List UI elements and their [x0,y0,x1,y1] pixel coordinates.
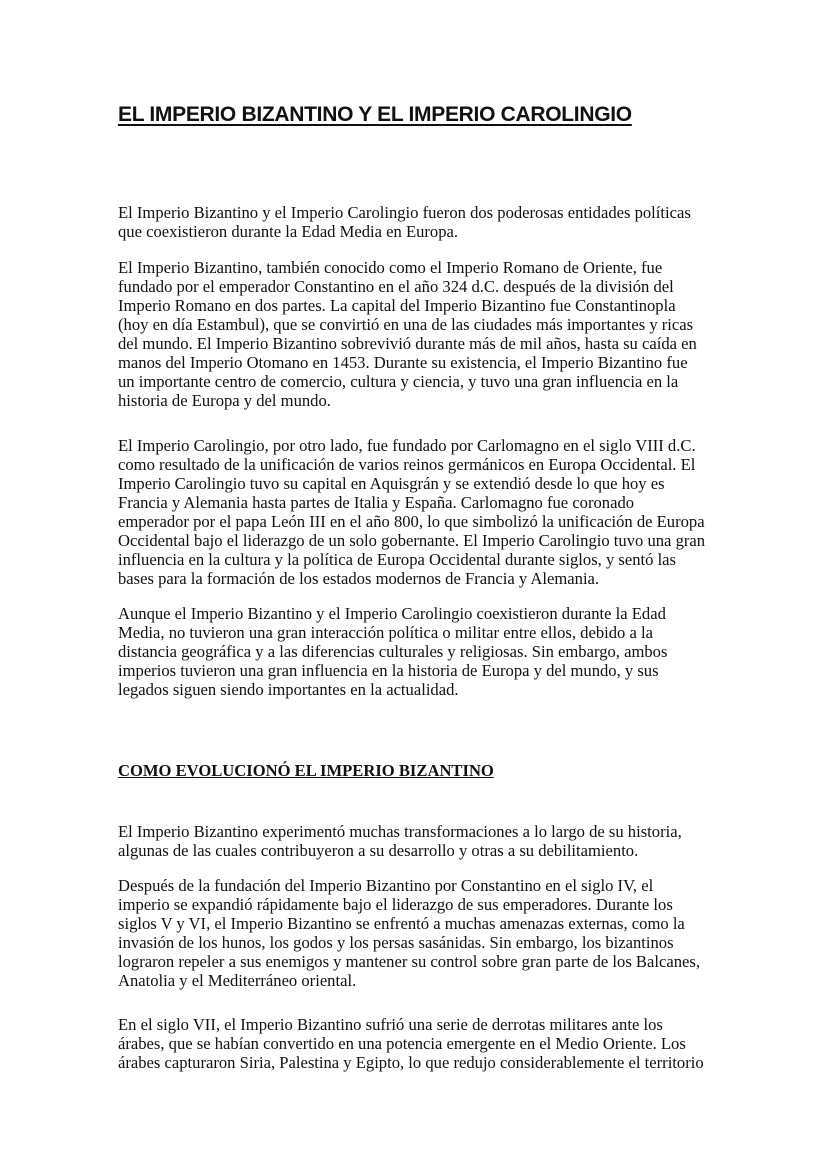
text-line: historia de Europa y del mundo. [118,391,331,410]
text-line: (hoy en día Estambul), que se convirtió en una de las ciudades más importantes y ricas [118,315,694,334]
text-line: Después de la fundación del Imperio Bizantino por Constantino en el siglo IV, el [118,876,654,895]
text-line: distancia geográfica y a las diferencias culturales y religiosas. Sin embargo, ambos [118,642,668,661]
text-line: imperios tuvieron una gran influencia en la historia de Europa y del mundo, y sus [118,661,659,680]
paragraph-comparison [118,604,667,699]
text-line: El Imperio Carolingio, por otro lado, fue fundado por Carlomagno en el siglo VIII d.C. [118,436,696,455]
paragraph-byzantine [118,258,697,410]
text-line: legados siguen siendo importantes en la actualidad. [118,680,459,699]
text-line: que coexistieron durante la Edad Media en Europa. [118,222,459,241]
text-line: fundado por el emperador Constantino en el año 324 d.C. después de la división del [118,277,674,296]
text-line: como resultado de la unificación de varios reinos germánicos en Europa Occidental. El [118,455,696,474]
paragraph-evolution-intro [118,822,682,860]
text-line: imperio se expandió rápidamente bajo el liderazgo de sus emperadores. Durante los [118,895,673,914]
text-line: En el siglo VII, el Imperio Bizantino sufrió una serie de derrotas militares ante los [118,1015,663,1034]
text-line: Occidental bajo el liderazgo de un solo gobernante. El Imperio Carolingio tuvo una gran [118,531,706,550]
text-line: Aunque el Imperio Bizantino y el Imperio Carolingio coexistieron durante la Edad [118,604,666,623]
text-line: lograron repeler a sus enemigos y mantener su control sobre gran parte de los Balcanes, [118,952,700,971]
paragraph-intro [118,203,691,241]
text-line: Imperio Romano en dos partes. La capital del Imperio Bizantino fue Constantinopla [118,296,676,315]
text-line: algunas de las cuales contribuyeron a su desarrollo y otras a su debilitamiento. [118,841,639,860]
text-line: del mundo. El Imperio Bizantino sobrevivió durante más de mil años, hasta su caída en [118,334,697,353]
text-line: Anatolia y el Mediterráneo oriental. [118,971,357,990]
text-line: manos del Imperio Otomano en 1453. Durante su existencia, el Imperio Bizantino fue [118,353,688,372]
text-line: siglos V y VI, el Imperio Bizantino se enfrentó a muchas amenazas externas, como la [118,914,685,933]
paragraph-expansion [118,876,700,990]
text-line: árabes capturaron Siria, Palestina y Egipto, lo que redujo considerablemente el territorio [118,1053,704,1072]
text-line: Francia y Alemania hasta partes de Italia y España. Carlomagno fue coronado [118,493,635,512]
text-line: El Imperio Bizantino, también conocido como el Imperio Romano de Oriente, fue [118,258,663,277]
text-line: influencia en la cultura y la política de Europa Occidental durante siglos, y sentó las [118,550,677,569]
document-title: EL IMPERIO BIZANTINO Y EL IMPERIO CAROLINGIO [118,103,632,126]
text-line: bases para la formación de los estados modernos de Francia y Alemania. [118,569,600,588]
text-line: El Imperio Bizantino experimentó muchas transformaciones a lo largo de su historia, [118,822,682,841]
text-line: un importante centro de comercio, cultura y ciencia, y tuvo una gran influencia en la [118,372,679,391]
text-line: Imperio Carolingio tuvo su capital en Aquisgrán y se extendió desde lo que hoy es [118,474,665,493]
text-line: Media, no tuvieron una gran interacción política o militar entre ellos, debido a la [118,623,653,642]
text-line: emperador por el papa León III en el año 800, lo que simbolizó la unificación de Europa [118,512,705,531]
text-line: invasión de los hunos, los godos y los persas sasánidas. Sin embargo, los bizantinos [118,933,674,952]
text-line: El Imperio Bizantino y el Imperio Carolingio fueron dos poderosas entidades políticas [118,203,691,222]
text-line: árabes, que se habían convertido en una potencia emergente en el Medio Oriente. Los [118,1034,686,1053]
paragraph-carolingian [118,436,705,588]
paragraph-arab-defeats [118,1015,704,1072]
section-heading: COMO EVOLUCIONÓ EL IMPERIO BIZANTINO [118,761,494,780]
